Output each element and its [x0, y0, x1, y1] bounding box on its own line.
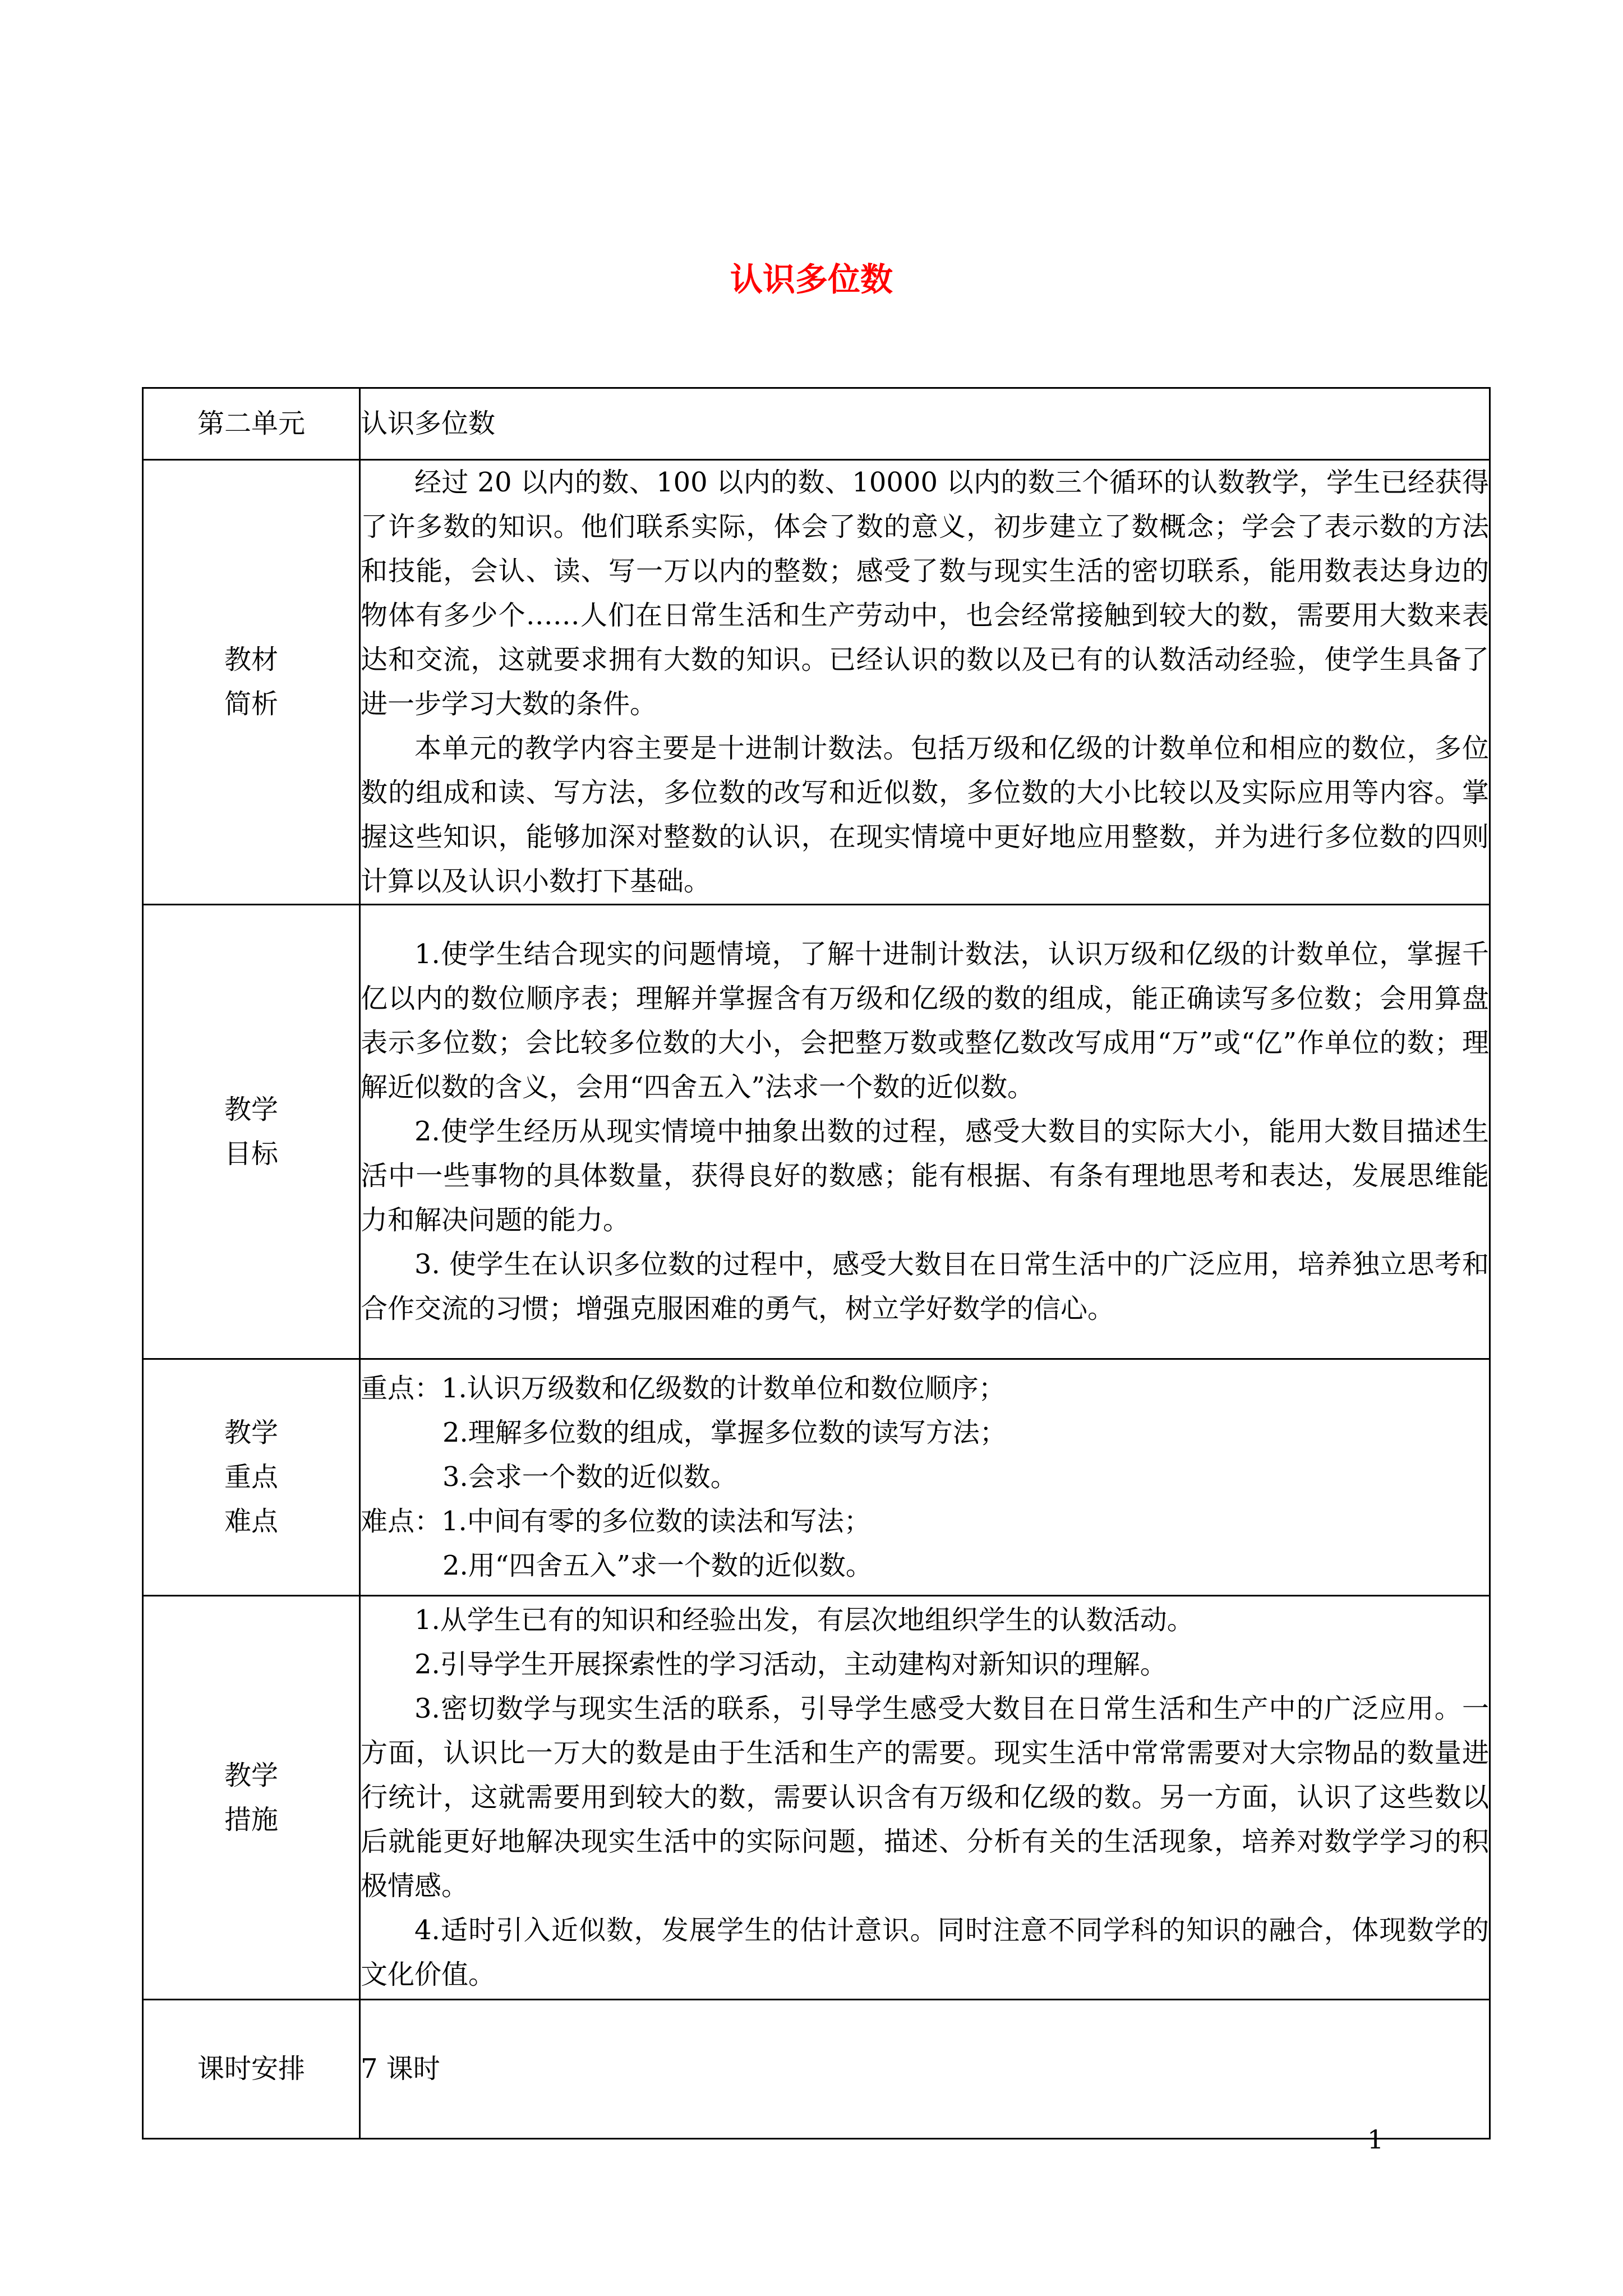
measure-item: 4.适时引入近似数，发展学生的估计意识。同时注意不同学科的知识的融合，体现数学的文化价值。 — [361, 1915, 1489, 1990]
table-row-measures — [143, 1596, 1490, 2000]
table-row-header — [143, 388, 1490, 460]
page-number: 1 — [1367, 2124, 1384, 2155]
table-row-schedule — [143, 2000, 1490, 2139]
key-points-label — [143, 1359, 360, 1596]
schedule-label: 课时安排 — [143, 2000, 360, 2139]
key-points-label-line: 教学 — [224, 1417, 278, 1448]
unit-title: 认识多位数 — [360, 388, 1490, 460]
key-points-label-line: 难点 — [224, 1506, 278, 1537]
analysis-label-line: 简析 — [224, 688, 278, 720]
key-point-line: 2.理解多位数的组成，掌握多位数的读写方法； — [442, 1417, 1007, 1448]
measures-label-line: 教学 — [224, 1759, 278, 1791]
unit-label: 第二单元 — [143, 388, 360, 460]
measures-content — [360, 1596, 1490, 2000]
measures-label — [143, 1596, 360, 2000]
objectives-content — [360, 905, 1490, 1359]
analysis-paragraph: 本单元的教学内容主要是十进制计数法。包括万级和亿级的计数单位和相应的数位，多位数的组成和读、写方法，多位数的改写和近似数，多位数的大小比较以及实际应用等内容。掌握这些知识，能够加深对整数的认识，在现实情境中更好地应用整数，并为进行多位数的四则计算以及认识小数打下基础。 — [361, 733, 1489, 897]
schedule-value: 7 课时 — [360, 2000, 1490, 2139]
analysis-content — [360, 460, 1490, 905]
analysis-label — [143, 460, 360, 905]
objectives-label — [143, 905, 360, 1359]
page-title: 认识多位数 — [730, 260, 893, 298]
key-point-line: 3.会求一个数的近似数。 — [442, 1461, 737, 1493]
analysis-label-line: 教材 — [224, 644, 278, 675]
difficult-point-line: 2.用“四舍五入”求一个数的近似数。 — [442, 1550, 873, 1581]
key-point-line: 重点：1.认识万级数和亿级数的计数单位和数位顺序； — [361, 1373, 1006, 1404]
objectives-label-line: 目标 — [224, 1138, 278, 1170]
objective-item: 1.使学生结合现实的问题情境，了解十进制计数法，认识万级和亿级的计数单位，掌握千亿以内的数位顺序表；理解并掌握含有万级和亿级的数的组成，能正确读写多位数；会用算盘表示多位数；会比较多位数的大小，会把整万数或整亿数改写成用“万”或“亿”作单位的数；理解近似数的含义，会用“四舍五入”法求一个数的近似数。 — [361, 938, 1489, 1103]
lesson-plan-table — [142, 387, 1491, 2139]
measure-item: 3.密切数学与现实生活的联系，引导学生感受大数目在日常生活和生产中的广泛应用。一方面，认识比一万大的数是由于生活和生产的需要。现实生活中常常需要对大宗物品的数量进行统计，这就需要用到较大的数，需要认识含有万级和亿级的数。另一方面，认识了这些数以后就能更好地解决现实生活中的实际问题，描述、分析有关的生活现象，培养对数学学习的积极情感。 — [361, 1693, 1489, 1902]
measure-item: 2.引导学生开展探索性的学习活动，主动建构对新知识的理解。 — [414, 1649, 1167, 1680]
objectives-label-line: 教学 — [224, 1093, 278, 1125]
measures-label-line: 措施 — [224, 1803, 278, 1835]
difficult-point-line: 难点：1.中间有零的多位数的读法和写法； — [361, 1506, 871, 1537]
table-row-analysis — [143, 460, 1490, 905]
objective-item: 3. 使学生在认识多位数的过程中，感受大数目在日常生活中的广泛应用，培养独立思考和合作交流的习惯；增强克服困难的勇气，树立学好数学的信心。 — [361, 1249, 1489, 1324]
measure-item: 1.从学生已有的知识和经验出发，有层次地组织学生的认数活动。 — [414, 1604, 1194, 1636]
table-row-key-points — [143, 1359, 1490, 1596]
objective-item: 2.使学生经历从现实情境中抽象出数的过程，感受大数目的实际大小，能用大数目描述生活中一些事物的具体数量，获得良好的数感；能有根据、有条有理地思考和表达，发展思维能力和解决问题的能力。 — [361, 1116, 1489, 1236]
table-row-objectives — [143, 905, 1490, 1359]
key-points-label-line: 重点 — [224, 1461, 278, 1493]
analysis-paragraph: 经过 20 以内的数、100 以内的数、10000 以内的数三个循环的认数教学，学生已经获得了许多数的知识。他们联系实际，体会了数的意义，初步建立了数概念；学会了表示数的方法和技能，会认、读、写一万以内的整数；感受了数与现实生活的密切联系，能用数表达身边的物体有多少个……人们在日常生活和生产劳动中，也会经常接触到较大的数，需要用大数来表达和交流，这就要求拥有大数的知识。已经认识的数以及已有的认数活动经验，使学生具备了进一步学习大数的条件。 — [361, 467, 1489, 720]
key-points-content — [360, 1359, 1490, 1596]
